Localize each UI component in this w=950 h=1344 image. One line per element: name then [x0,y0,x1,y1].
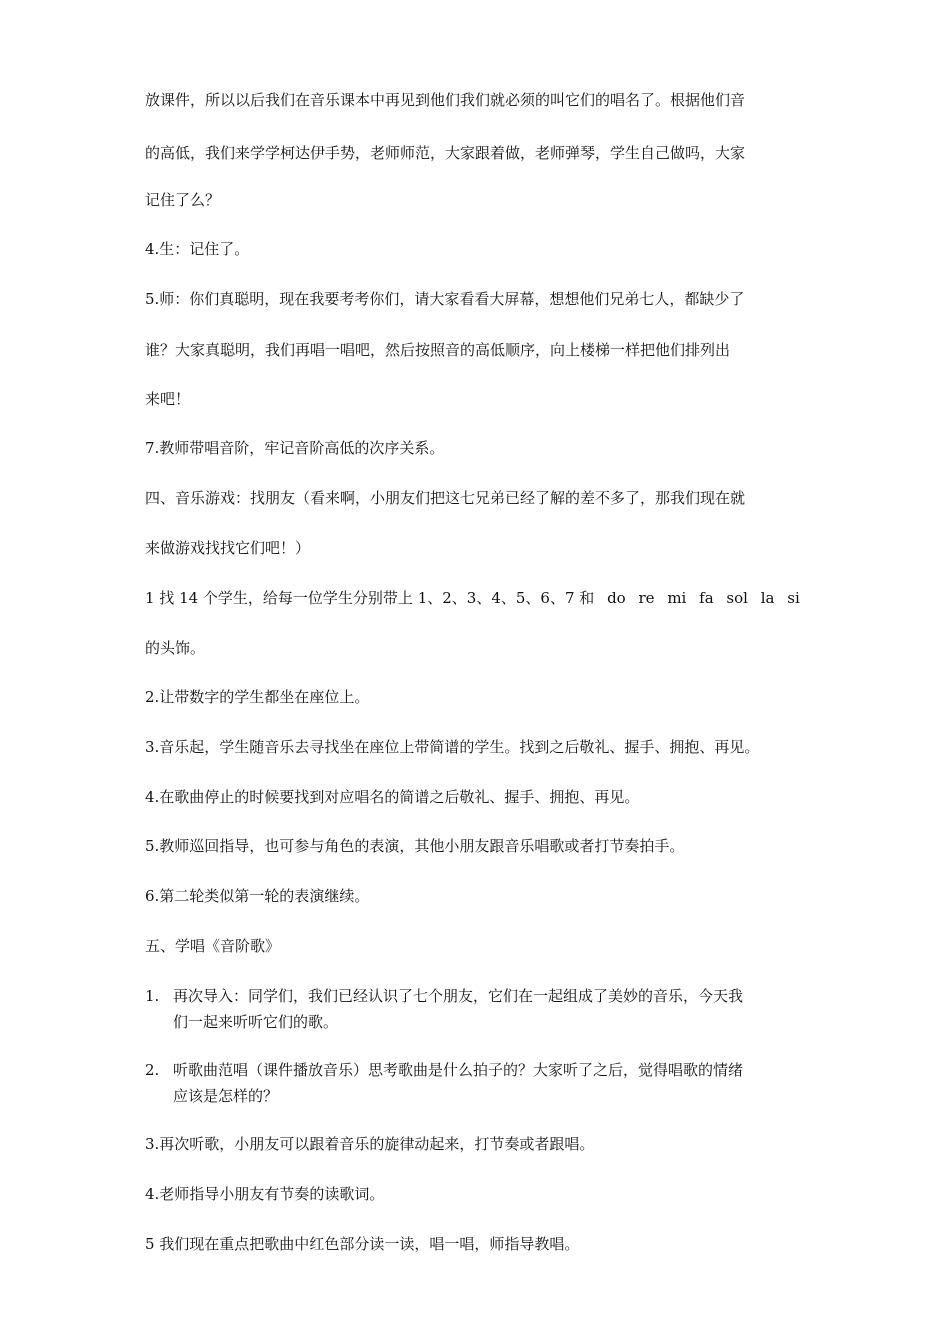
list-number: 1. [145,987,160,1005]
solfa-syllable: re [638,589,655,607]
paragraph-line: 5.教师巡回指导，也可参与角色的表演，其他小朋友跟音乐唱歌或者打节奏拍手。 [145,837,685,855]
paragraph-line: 记住了么？ [145,191,221,209]
solfa-syllable: mi [667,589,687,607]
paragraph-line: 5 我们现在重点把歌曲中红色部分读一读，唱一唱，师指导教唱。 [145,1235,580,1253]
paragraph-line: 2.让带数字的学生都坐在座位上。 [145,688,370,706]
paragraph-line: 4.生：记住了。 [145,240,250,258]
paragraph-line: 3.再次听歌，小朋友可以跟着音乐的旋律动起来，打节奏或者跟唱。 [145,1135,595,1153]
paragraph-line [145,588,808,608]
paragraph-line: 3.音乐起，学生随音乐去寻找坐在座位上带简谱的学生。找到之后敬礼、握手、拥抱、再见。 [145,738,760,756]
paragraph-line: 4.在歌曲停止的时候要找到对应唱名的简谱之后敬礼、握手、拥抱、再见。 [145,788,640,806]
solfa-syllable: si [787,589,800,607]
solfa-syllable: fa [699,589,714,607]
paragraph-line: 来做游戏找找它们吧！） [145,539,311,557]
paragraph-line: 放课件，所以以后我们在音乐课本中再见到他们我们就必须的叫它们的唱名了。根据他们音 [145,91,746,109]
section-heading: 四、音乐游戏：找朋友（看来啊，小朋友们把这七兄弟已经了解的差不多了，那我们现在就 [145,489,746,507]
paragraph-line: 4.老师指导小朋友有节奏的读歌词。 [145,1185,385,1203]
list-item-line: 再次导入：同学们，我们已经认识了七个朋友，它们在一起组成了美妙的音乐，今天我 [173,987,744,1005]
paragraph-line: 5.师：你们真聪明，现在我要考考你们，请大家看看大屏幕，想想他们兄弟七人，都缺少了 [145,290,745,308]
paragraph-line: 来吧！ [145,390,191,408]
paragraph-line: 7.教师带唱音阶，牢记音阶高低的次序关系。 [145,439,445,457]
solfa-syllable: sol [726,589,748,607]
section-heading: 五、学唱《音阶歌》 [145,937,281,955]
list-item-line: 应该是怎样的？ [173,1087,279,1105]
list-item-line: 们一起来听听它们的歌。 [173,1013,339,1031]
paragraph-line: 的头饰。 [145,639,206,657]
paragraph-line: 6.第二轮类似第一轮的表演继续。 [145,887,370,905]
solfa-syllable: do [607,589,626,607]
solfa-prefix: 1 找 14 个学生，给每一位学生分别带上 1、2、3、4、5、6、7 和 [145,589,595,607]
solfa-syllable: la [760,589,775,607]
list-number: 2. [145,1061,160,1079]
paragraph-line: 谁？大家真聪明，我们再唱一唱吧，然后按照音的高低顺序，向上楼梯一样把他们排列出 [145,341,731,359]
paragraph-line: 的高低，我们来学学柯达伊手势，老师师范，大家跟着做，老师弹琴，学生自己做吗，大家 [145,144,746,162]
list-item-line: 听歌曲范唱（课件播放音乐）思考歌曲是什么拍子的？大家听了之后，觉得唱歌的情绪 [173,1061,744,1079]
